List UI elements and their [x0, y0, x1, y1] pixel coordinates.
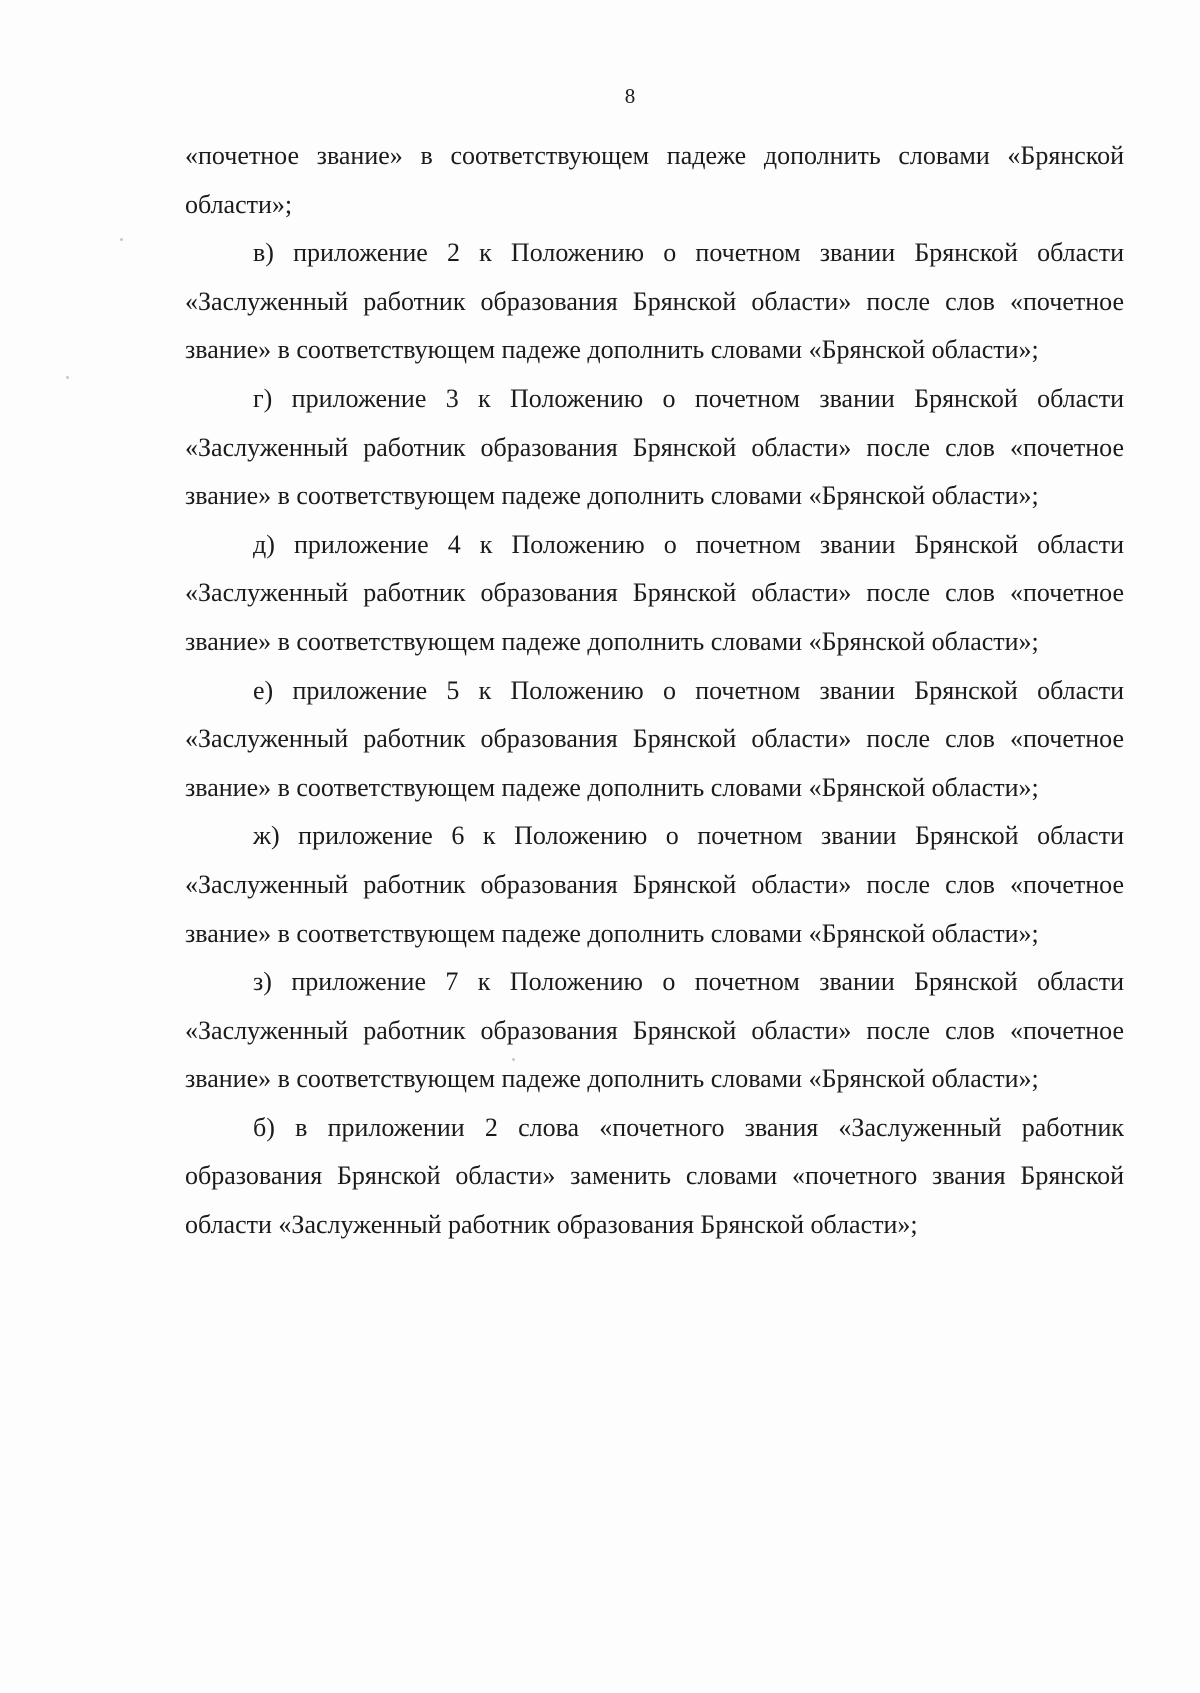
document-body [185, 132, 1124, 1250]
paragraph-item-z: з) приложение 7 к Положению о почетном звании Брянской области «Заслуженный работник образования Брянской области» после слов «почетное звание» в соответствующем падеже дополнить словами «Брянской области»; [185, 967, 1124, 1094]
paragraph-item-v: в) приложение 2 к Положению о почетном звании Брянской области «Заслуженный работник образования Брянской области» после слов «почетное звание» в соответствующем падеже дополнить словами «Брянской области»; [185, 238, 1124, 365]
page-number: 8 [624, 84, 636, 108]
paragraph-item-g: г) приложение 3 к Положению о почетном звании Брянской области «Заслуженный работник образования Брянской области» после слов «почетное звание» в соответствующем падеже дополнить словами «Брянской области»; [185, 383, 1124, 511]
paragraph-item-b: б) в приложении 2 слова «почетного звания «Заслуженный работник образования Брянской области» заменить словами «почетного звания Брянской области «Заслуженный работник образования Брянской области»; [185, 1112, 1124, 1240]
paragraph-item-zh: ж) приложение 6 к Положению о почетном звании Брянской области «Заслуженный работник образования Брянской области» после слов «почетное звание» в соответствующем падеже дополнить словами «Брянской области»; [185, 821, 1124, 948]
scan-speck [120, 238, 123, 241]
scan-speck [512, 1058, 515, 1061]
paragraph-item-e: е) приложение 5 к Положению о почетном звании Брянской области «Заслуженный работник образования Брянской области» после слов «почетное звание» в соответствующем падеже дополнить словами «Брянской области»; [185, 675, 1124, 802]
paragraph-item-d: д) приложение 4 к Положению о почетном звании Брянской области «Заслуженный работник образования Брянской области» после слов «почетное звание» в соответствующем падеже дополнить словами «Брянской области»; [185, 529, 1124, 656]
scan-speck [66, 376, 69, 379]
paragraph-continuation: «почетное звание» в соответствующем падеже дополнить словами «Брянской области»; [185, 141, 1124, 219]
